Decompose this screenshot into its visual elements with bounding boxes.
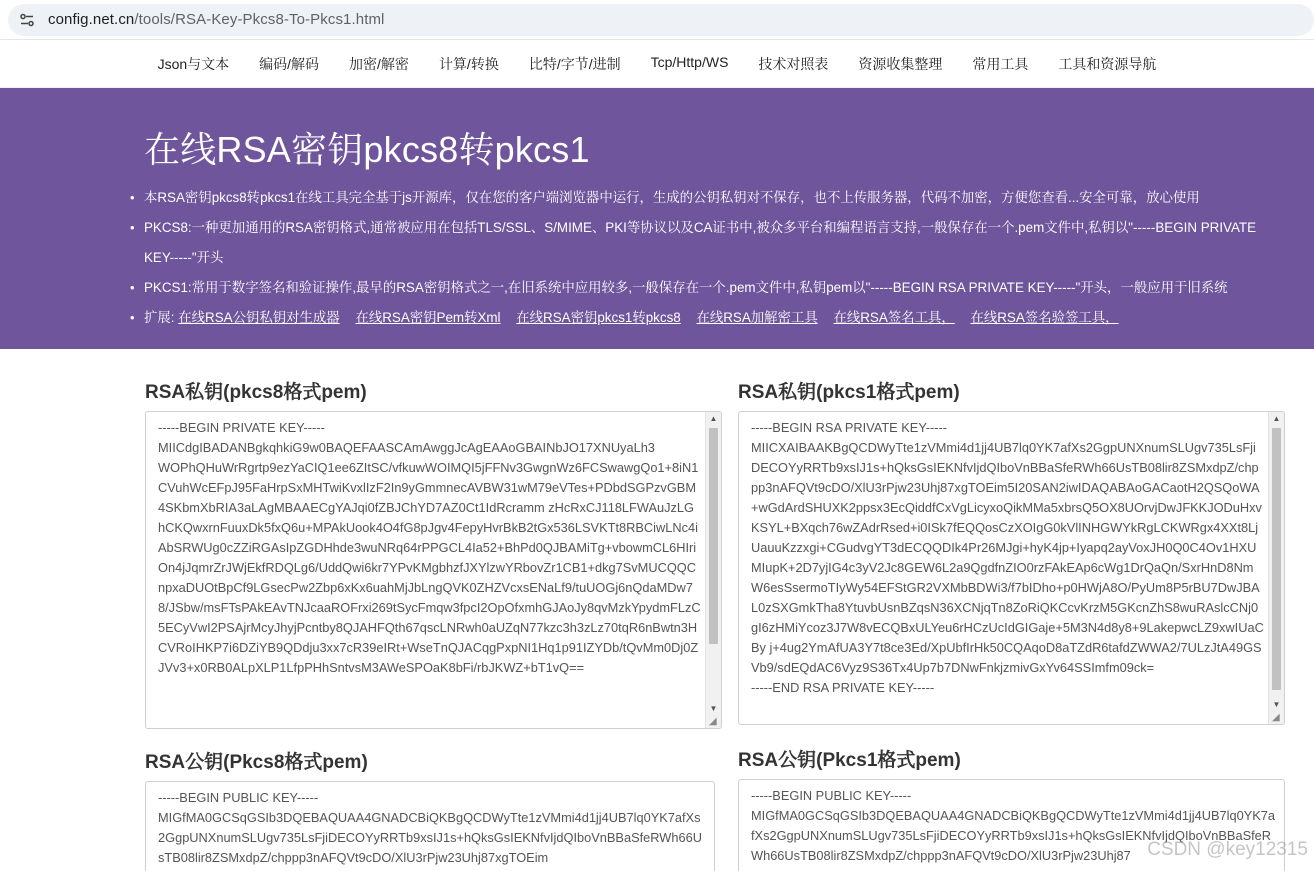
- nav-item-resources[interactable]: 资源收集整理: [858, 55, 943, 72]
- url-path: /tools/RSA-Key-Pkcs8-To-Pkcs1.html: [134, 11, 385, 28]
- nav-item-calc[interactable]: 计算/转换: [438, 55, 499, 72]
- public-pkcs8-textarea[interactable]: [145, 781, 715, 871]
- page-title: 在线RSA密钥pkcs8转pkcs1: [144, 129, 590, 170]
- scroll-thumb[interactable]: [709, 428, 718, 644]
- nav-item-encode[interactable]: 编码/解码: [259, 55, 320, 72]
- ext-label: 扩展:: [144, 310, 175, 325]
- nav-item-tools[interactable]: 常用工具: [972, 55, 1029, 72]
- scroll-down-icon[interactable]: ▼: [709, 704, 718, 713]
- link-encrypt-decrypt[interactable]: 在线RSA加解密工具: [696, 310, 818, 325]
- nav-item-reference[interactable]: 技术对照表: [758, 55, 829, 72]
- url-field[interactable]: [8, 4, 1314, 36]
- hero-bullet-links: [130, 303, 1280, 333]
- public-pkcs8-title: RSA公钥(Pkcs8格式pem): [145, 752, 368, 773]
- top-nav: [0, 40, 1314, 88]
- nav-item-tcp[interactable]: Tcp/Http/WS: [650, 53, 729, 70]
- public-pkcs8-content: -----BEGIN PUBLIC KEY----- MIGfMA0GCSqGSIb3DQEBAQUAA4GNADCBiQKBgQCDWyTte1zVMmi4d1jj4UB7lq0YK7afXs2GgpUNXnumSLUgv735LsFjiDECOYyRRTb9xsIJ1s+hQksGsIEKNfvIjdQIboVnBBaSfeRWh66UsTB08lir8ZSMxdpZ/chppp3nAFQVt9cDO/XlU3rPjw23Uhj87xgTOEim: [158, 790, 702, 865]
- link-pkcs1-to-pkcs8[interactable]: 在线RSA密钥pkcs1转pkcs8: [516, 310, 681, 325]
- resize-grip-icon[interactable]: ◢: [709, 716, 717, 727]
- nav-item-json[interactable]: Json与文本: [157, 55, 230, 72]
- hero-bullet-intro: • 本RSA密钥pkcs8转pkcs1在线工具完全基于js开源库，仅在您的客户端浏览器中运行，生成的公钥私钥对不保存，也不上传服务器，代码不加密，方便您查看...安全可靠，放心使用: [130, 183, 1280, 213]
- link-keypair-generator[interactable]: 在线RSA公钥私钥对生成器: [178, 310, 340, 325]
- private-pkcs8-content: -----BEGIN PRIVATE KEY----- MIICdgIBADANBgkqhkiG9w0BAQEFAASCAmAwggJcAgEAAoGBAINbJO17XNUyaLh3 WOPhQHuWrRgrtp9ezYaCIQ1ee6ZItSC/vfkuwWOIMQI5jFFNv3GwgnWz6FCSwawgQo1+8iN1CVuhWcEFpJ95FaHrpSxMHTwiKvxlIzF2In9yGmmnecAVBW31wM79eVTes+PDbdSGPzvGBM4SKbmXbRIA3aLAgMBAAECgYAJqi0fZBJChYD7AZ0Ct1IdRcramm zHcRxCJ118LFWAuJzLGhCKQwxrnFuuxDk5fxQ6u+MPAkUook4O4fG8pJgv4FepyHvrBkB2tGx536LSVKTt8RBCiwLNc4iAbSRWUg0cZZiRGAsIpZGDHhde3wuNRq64rPPGCL4Ia52+BhPd0QJBAMiTg+vbowmCL6HIriOn4jJqmrZrJWjEkfRDQLg6/UddQwi6kr7YPvKMgbhzfJXYlzwYRbovZr1CB1+dkg7SvMUCQQCnpxaDUOtBpCf9LGsecPw2Zbp6xKx6uahMjJbLngQVK0ZHZVcxsENaLf9/tuUOGj6nQdaMDw78/JSbw/msFTsPAkEAvTNJcaaROFrxi269tSycFmqw3fpcI2OpOfxmhGJAoJy8qvMzkYpydmFLzC5ECyVwI2PSAjrMcyJhyjPcntby8QJAHFQth67qscLNRwh0aUZqN77kzc3h3zLz70tqR6nBwtn3HCVRoIHKP7i6DZiYB9QDdju3xx7cR39eIRt+WseTnQJACqgPxpNI1Hq1p91IZYDb/tQvMm0Dj0ZJVv3+x0RB0ALpXLP1LfpPHhSntvsM3AWeSPOaK8bFi/rbJKWZ+bT1vQ==: [158, 420, 701, 675]
- resize-grip-icon[interactable]: ◢: [1272, 712, 1280, 723]
- hero-bullet-pkcs1: • PKCS1:常用于数字签名和验证操作,最早的RSA密钥格式之一,在旧系统中应用较多,一般保存在一个.pem文件中,私钥pem以"-----BEGIN RSA PRIVATE KEY-----"开头，一般应用于旧系统: [130, 273, 1280, 303]
- scroll-thumb[interactable]: [1272, 428, 1281, 690]
- csdn-watermark: CSDN @key12315: [1147, 839, 1308, 860]
- private-pkcs8-scrollbar[interactable]: [705, 412, 721, 728]
- nav-item-directory[interactable]: 工具和资源导航: [1058, 55, 1157, 72]
- link-verify-tool[interactable]: 在线RSA签名验签工具，: [970, 310, 1119, 325]
- hero-bullet-pkcs8: • PKCS8:一种更加通用的RSA密钥格式,通常被应用在包括TLS/SSL、S/MIME、PKI等协议以及CA证书中,被众多平台和编程语言支持,一般保存在一个.pem文件中,私钥以"-----BEGIN PRIVATE KEY-----"开头: [130, 213, 1280, 273]
- url-host: config.net.cn: [48, 11, 135, 28]
- private-pkcs1-textarea[interactable]: [738, 411, 1285, 725]
- converter-panels: [0, 349, 1314, 871]
- link-pem-to-xml[interactable]: 在线RSA密钥Pem转Xml: [355, 310, 501, 325]
- scroll-up-icon[interactable]: ▲: [709, 414, 718, 423]
- url-text[interactable]: [48, 11, 385, 28]
- hero-banner: [0, 88, 1314, 349]
- private-pkcs8-title: RSA私钥(pkcs8格式pem): [145, 382, 367, 403]
- public-pkcs1-content: -----BEGIN PUBLIC KEY----- MIGfMA0GCSqGSIb3DQEBAQUAA4GNADCBiQKBgQCDWyTte1zVMmi4d1jj4UB7lq0YK7afXs2GgpUNXnumSLUgv735LsFjiDECOYyRRTb9xsIJ1s+hQksGsIEKNfvIjdQIboVnBBaSfeRWh66UsTB08lir8ZSMxdpZ/chppp3nAFQVt9cDO/XlU3rPjw23Uhj87: [751, 788, 1276, 863]
- private-pkcs8-textarea[interactable]: [145, 411, 722, 729]
- private-pkcs1-scrollbar[interactable]: [1268, 412, 1284, 724]
- scroll-up-icon[interactable]: ▲: [1272, 414, 1281, 423]
- link-sign-tool[interactable]: 在线RSA签名工具，: [833, 310, 955, 325]
- public-pkcs1-title: RSA公钥(Pkcs1格式pem): [738, 750, 961, 771]
- nav-item-bits[interactable]: 比特/字节/进制: [528, 55, 621, 72]
- private-pkcs1-content: -----BEGIN RSA PRIVATE KEY----- MIICXAIBAAKBgQCDWyTte1zVMmi4d1jj4UB7lq0YK7afXs2GgpUNXnumSLUgv735LsFjiDECOYyRRTb9xsIJ1s+hQksGsIEKNfvIjdQIboVnBBaSfeRWh66UsTB08lir8ZSMxdpZ/chppp3nAFQVt9cDO/XlU3rPjw23Uhj87xgTOEim5I20SAN2iwIDAQABAoGACaotH2QSQoWA+wGdArdSHUXK2ppsx3EcQiddfCxVgLicyxoQikMMa5xbrsQ5OX8UOrvjDwJFKKJODuHxvKSYL+BXqch76wZAdrRsed+i0ISk7fEQQosCzXOIgG0kVlINHGWYkRgLCKWRgx4XXt8LjUauuKzzxgi+CGudvgYT3dECQQDIk4Pr26MJgi+hyK4jp+Iyapq2ayVoxJH0Q0C4Ov1HXUMIupK+2D7yjIG4c3yV2Jc8GEW6L2a9QgdfnZIO0rzFAkEAp6cWg1DrQaQn/SxrHnD8NmW6esSsermoTIyWy54EFStGR2VXMbBDWi3/f7bIDho+p0HWjA8O/PyUm8P5rBU7DwJBAL0zSXGmkTha8YtuvbUsnBZqsN36XCNjqTn8ZoRiQKCcvKrzM5GKcnZhS8wuRAslcCNj0gI6zHMiYcoz3J7W8vECQBxULYeu6rHCzUcIdGIGaje+5M3N4d8y8+9LakepwcLZ9xwIUaCBy j+4ug2YmAfUA3Y7t8ce3Ed/XpUbfIrHk50CQAqoD8aTZdR6tafdZWWA2/7ULzJtA49GSVb9/sdEQdAC6Vyz9S36Tx4Up7b7DNwFnkjzmivGxYv64SSImfm09ck= -----END RSA PRIVATE KEY-----: [751, 420, 1264, 695]
- hero-bullets: [130, 183, 1314, 333]
- site-settings-icon[interactable]: [18, 11, 36, 29]
- private-pkcs1-title: RSA私钥(pkcs1格式pem): [738, 382, 960, 403]
- browser-address-bar: [0, 0, 1314, 40]
- scroll-down-icon[interactable]: ▼: [1272, 700, 1281, 709]
- nav-item-crypto[interactable]: 加密/解密: [349, 55, 409, 72]
